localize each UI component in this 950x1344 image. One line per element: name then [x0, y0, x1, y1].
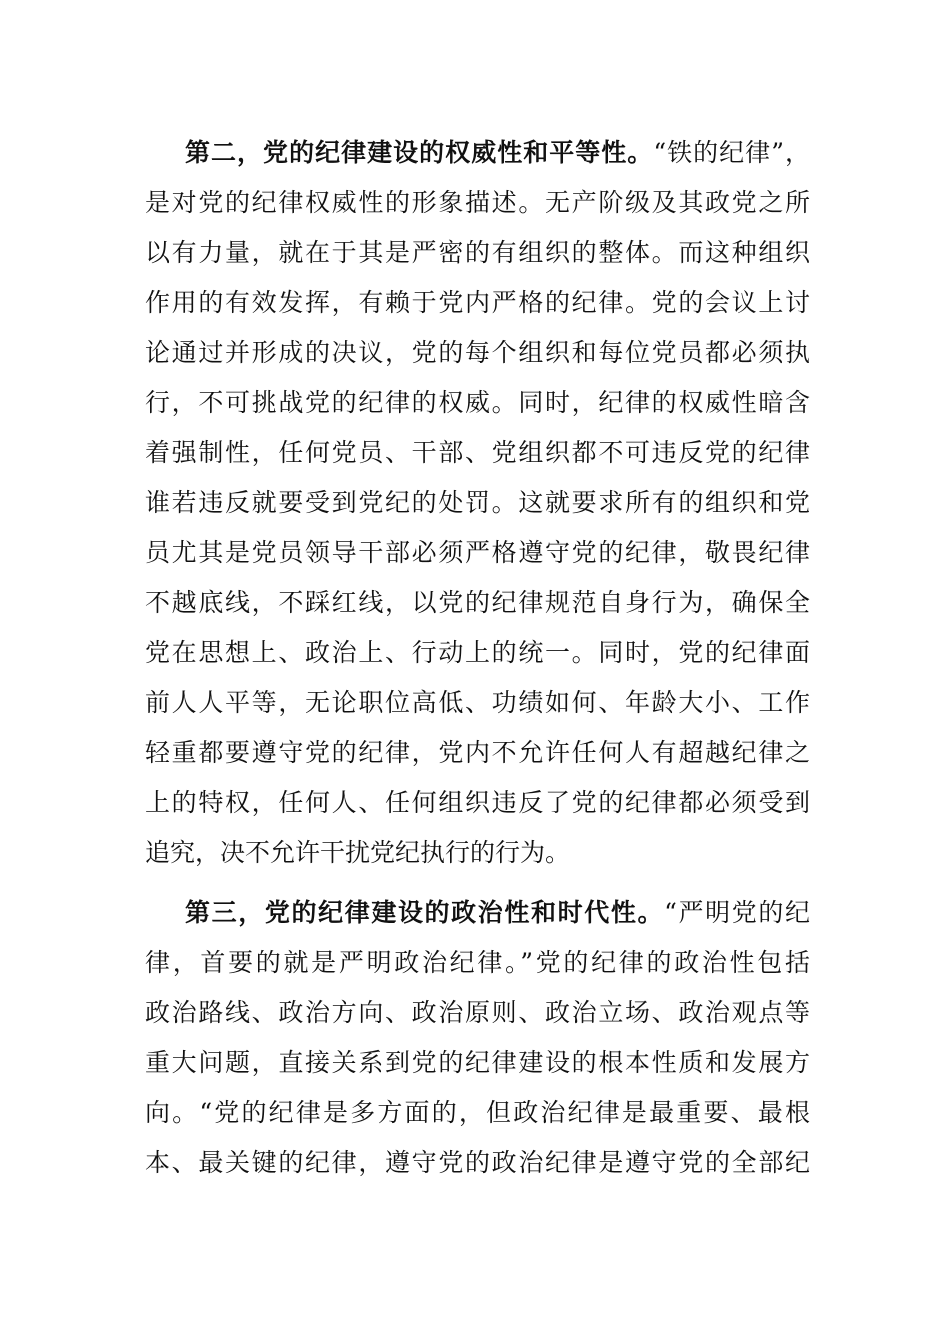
- paragraph-first-line: [145, 128, 810, 178]
- paragraph-line: 不越底线，不踩红线，以党的纪律规范自身行为，确保全: [145, 588, 810, 617]
- paragraph-line: 上的特权，任何人、任何组织违反了党的纪律都必须受到: [145, 788, 810, 817]
- paragraph-line: 员尤其是党员领导干部必须严格遵守党的纪律，敬畏纪律: [145, 538, 810, 567]
- paragraph-line: 是对党的纪律权威性的形象描述。无产阶级及其政党之所: [145, 188, 810, 217]
- paragraph-heading: 第二，党的纪律建设的权威性和平等性。: [185, 138, 654, 167]
- paragraph-line: 着强制性，任何党员、干部、党组织都不可违反党的纪律: [145, 438, 810, 467]
- paragraph-discipline-authority: [145, 128, 810, 878]
- paragraph-line: 本、最关键的纪律，遵守党的政治纪律是遵守党的全部纪: [145, 1148, 810, 1177]
- paragraph-first-line: [145, 888, 810, 938]
- paragraph-line: 谁若违反就要受到党纪的处罚。这就要求所有的组织和党: [145, 488, 810, 517]
- paragraph-line: 追究，决不允许干扰党纪执行的行为。: [145, 838, 571, 867]
- paragraph-line: 律，首要的就是严明政治纪律。”党的纪律的政治性包括: [145, 948, 810, 977]
- paragraph-line: 作用的有效发挥，有赖于党内严格的纪律。党的会议上讨: [145, 288, 810, 317]
- paragraph-discipline-politics: [145, 888, 810, 1188]
- paragraph-text: “严明党的纪: [664, 898, 810, 927]
- paragraph-line: 向。“党的纪律是多方面的，但政治纪律是最重要、最根: [145, 1098, 810, 1127]
- paragraph-line: 轻重都要遵守党的纪律，党内不允许任何人有超越纪律之: [145, 738, 810, 767]
- paragraph-line: 重大问题，直接关系到党的纪律建设的根本性质和发展方: [145, 1048, 810, 1077]
- paragraph-line: 行，不可挑战党的纪律的权威。同时，纪律的权威性暗含: [145, 388, 810, 417]
- paragraph-line: 政治路线、政治方向、政治原则、政治立场、政治观点等: [145, 998, 810, 1027]
- paragraph-line: 前人人平等，无论职位高低、功绩如何、年龄大小、工作: [145, 688, 810, 717]
- paragraph-text: “铁的纪律”，: [653, 138, 810, 167]
- paragraph-line: 论通过并形成的决议，党的每个组织和每位党员都必须执: [145, 338, 810, 367]
- paragraph-heading: 第三，党的纪律建设的政治性和时代性。: [185, 898, 665, 927]
- paragraph-line: 党在思想上、政治上、行动上的统一。同时，党的纪律面: [145, 638, 810, 667]
- paragraph-line: 以有力量，就在于其是严密的有组织的整体。而这种组织: [145, 238, 810, 267]
